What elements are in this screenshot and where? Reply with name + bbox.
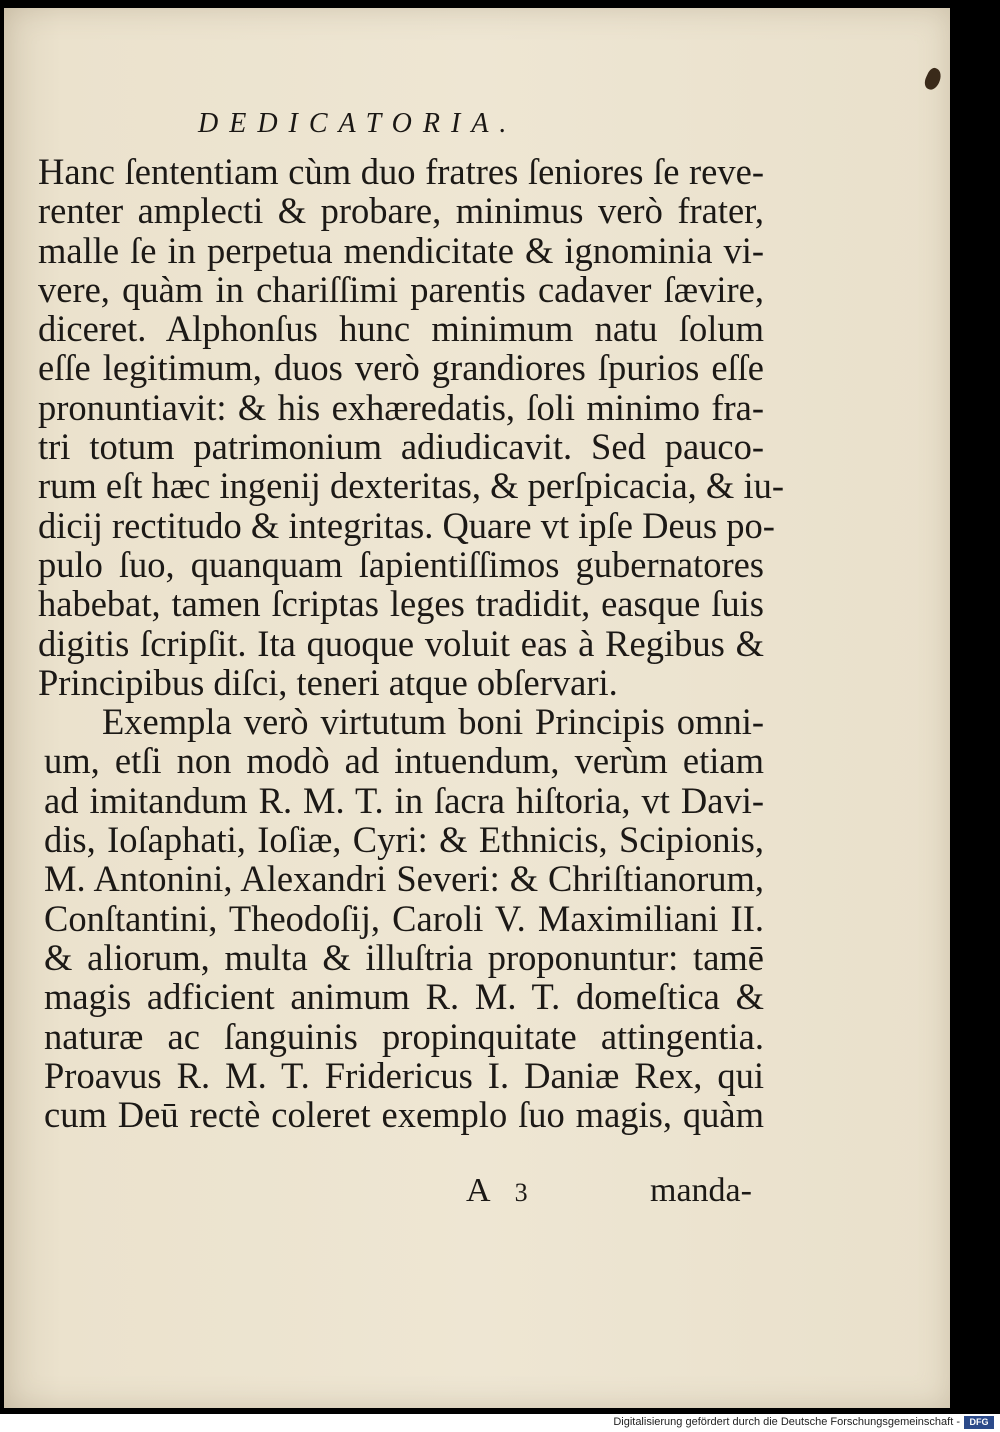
dfg-logo: DFG <box>964 1416 994 1429</box>
text-line: cum Deū rectè coleret exemplo ſuo magis, quàm <box>44 1094 764 1136</box>
text-line: magis adficient animum R. M. T. domeſtica & <box>44 976 764 1018</box>
text-line: ad imitandum R. M. T. in ſacra hiſtoria, vt Davi- <box>44 779 764 821</box>
text-line: Proavus R. M. T. Fridericus I. Daniæ Rex, qui <box>44 1054 764 1096</box>
body-text <box>38 151 784 1136</box>
text-line: Conſtantini, Theodoſij, Caroli V. Maximiliani II. <box>44 897 764 939</box>
text-line: renter amplecti & probare, minimus verò frater, <box>38 190 764 232</box>
text-line: vere, quàm in chariſſimi parentis cadaver ſævire, <box>38 268 764 310</box>
text-line: Hanc ſententiam cùm duo fratres ſeniores ſe reve- <box>38 151 764 192</box>
text-line: Principibus diſci, teneri atque obſervari. <box>38 661 618 703</box>
paper-stain <box>922 66 944 92</box>
text-line: pronuntiavit: & his exhæredatis, ſoli minimo fra- <box>38 386 764 428</box>
text-line: eſſe legitimum, duos verò grandiores ſpurios eſſe <box>38 347 764 389</box>
footer-credit: Digitalisierung gefördert durch die Deutsche Forschungsgemeinschaft - <box>613 1416 960 1428</box>
text-line: naturæ ac ſanguinis propinquitate attingentia. <box>44 1015 764 1057</box>
signature-number: 3 <box>514 1178 528 1207</box>
catchword: manda- <box>650 1172 752 1209</box>
text-line: dis, Ioſaphati, Ioſiæ, Cyri: & Ethnicis, Scipionis, <box>44 819 764 861</box>
text-line: tri totum patrimonium adiudicavit. Sed pauco- <box>38 426 764 468</box>
footer-bar <box>0 1414 1000 1432</box>
text-line: M. Antonini, Alexandri Severi: & Chriſtianorum, <box>44 858 764 900</box>
text-line: digitis ſcripſit. Ita quoque voluit eas à Regibus & <box>38 622 764 664</box>
text-line: Exempla verò virtutum boni Principis omni- <box>102 701 764 743</box>
text-line: dicij rectitudo & integritas. Quare vt ipſe Deus po- <box>38 504 775 546</box>
signature-mark <box>466 1172 528 1210</box>
text-line: habebat, tamen ſcriptas leges tradidit, easque ſuis <box>38 583 764 625</box>
scan-border <box>950 0 1000 1414</box>
text-line: diceret. Alphonſus hunc minimum natu ſolum <box>38 308 764 350</box>
running-head: DEDICATORIA. <box>198 108 518 139</box>
text-line: & aliorum, multa & illuſtria proponuntur: tamē <box>44 936 764 978</box>
text-line: um, etſi non modò ad intuendum, verùm etiam <box>44 740 764 782</box>
text-line: pulo ſuo, quanquam ſapientiſſimos gubernatores <box>38 543 764 585</box>
text-line: rum eſt hæc ingenij dexteritas, & perſpicacia, & iu- <box>38 465 784 507</box>
signature-letter: A <box>466 1172 491 1209</box>
text-line: malle ſe in perpetua mendicitate & ignominia vi- <box>38 229 764 271</box>
